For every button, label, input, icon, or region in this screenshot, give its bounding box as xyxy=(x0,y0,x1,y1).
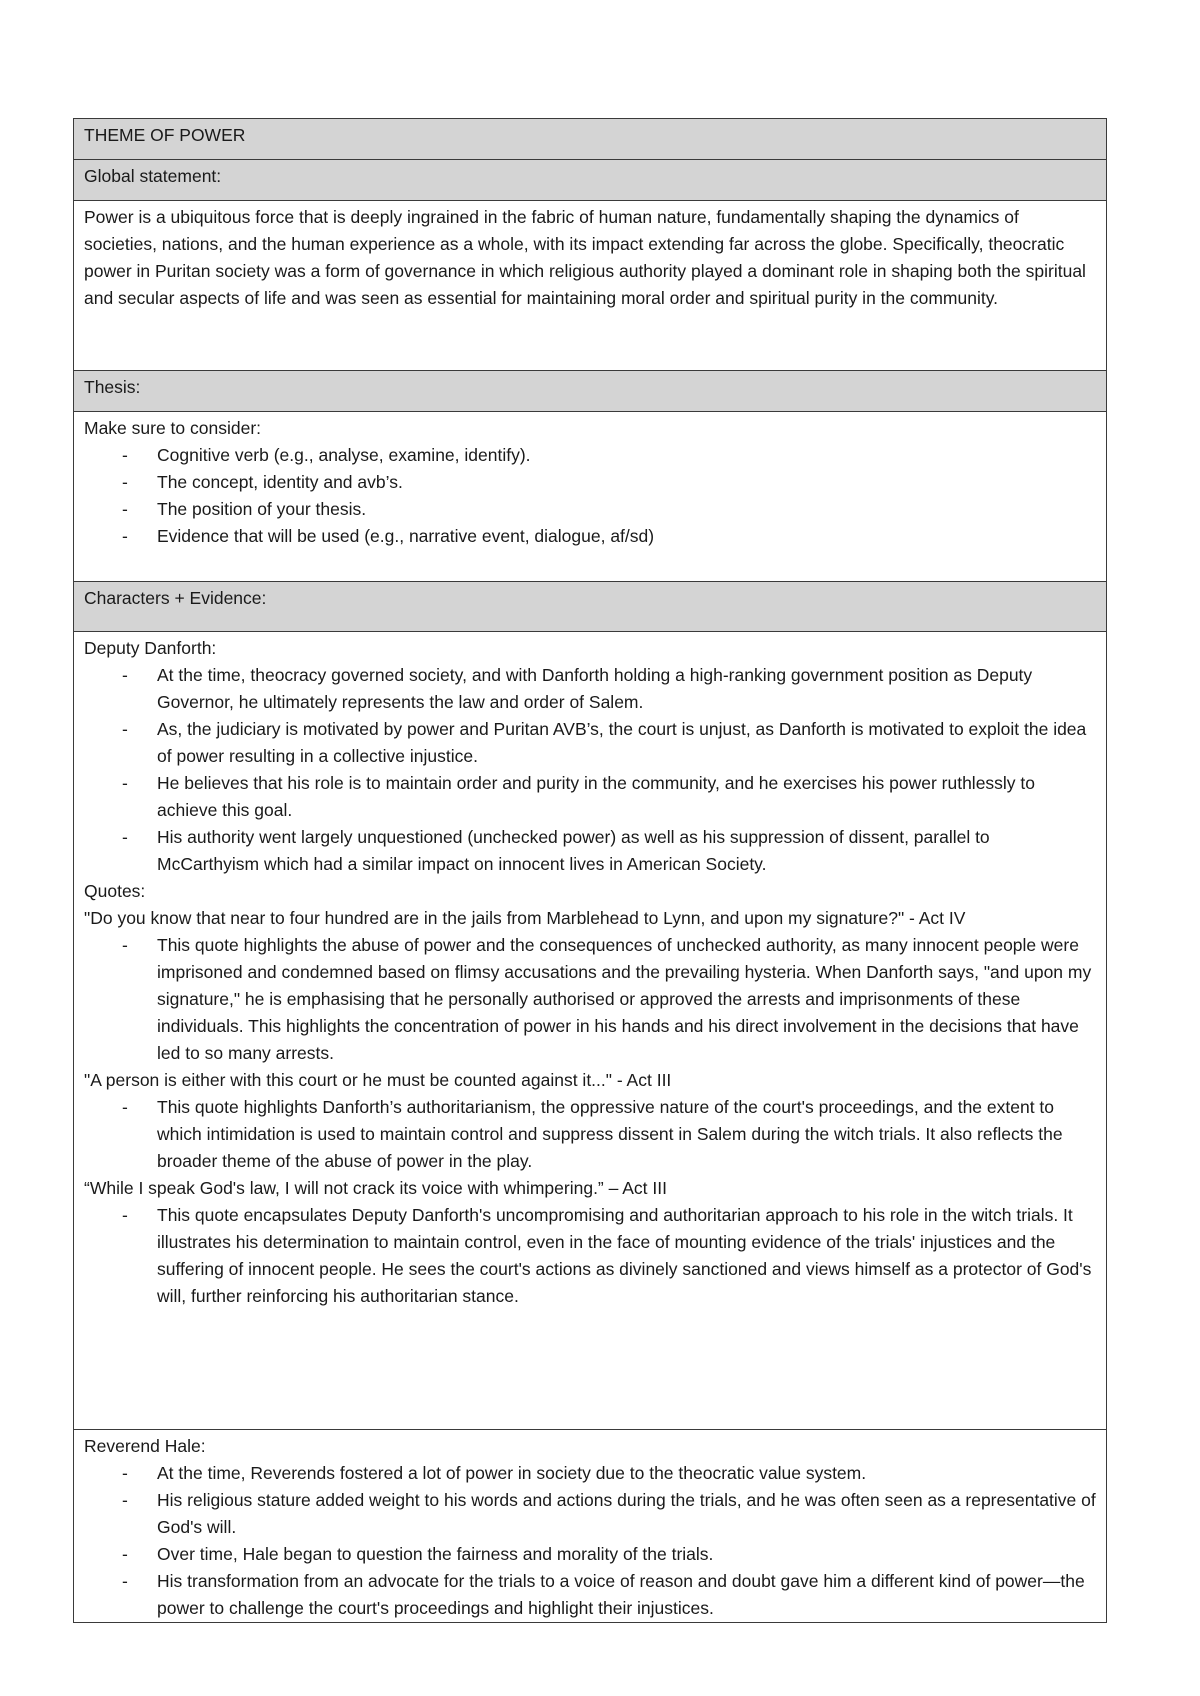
quote-text: "A person is either with this court or he must be counted against it..." - Act III xyxy=(84,1070,672,1090)
thesis-checklist xyxy=(84,442,1096,550)
danforth-name: Deputy Danforth: xyxy=(84,638,217,658)
hale-name: Reverend Hale: xyxy=(84,1436,206,1456)
thesis-intro: Make sure to consider: xyxy=(84,418,262,438)
list-item: - His authority went largely unquestioned (unchecked power) as well as his suppression of dissent, parallel to McCarthyism which had a similar impact on innocent lives in American Society. xyxy=(84,824,1096,878)
quote-analysis-list xyxy=(84,932,1096,1067)
quotes-label: Quotes: xyxy=(84,881,146,901)
list-item: - As, the judiciary is motivated by power and Puritan AVB’s, the court is unjust, as Danforth is motivated to exploit the idea of power resulting in a collective injustice. xyxy=(84,716,1096,770)
hale-cell xyxy=(74,1430,1107,1623)
characters-evidence-label: Characters + Evidence: xyxy=(74,582,1107,632)
danforth-points xyxy=(84,662,1096,878)
global-statement-label: Global statement: xyxy=(74,160,1107,201)
hale-points xyxy=(84,1460,1096,1622)
quote-analysis: - This quote highlights the abuse of power and the consequences of unchecked authority, as many innocent people were imprisoned and condemned based on flimsy accusations and the prevailing hysteria. When Danforth says, "and upon my signature," he is emphasising that he personally authorised or approved the arrests and imprisonments of these individuals. This highlights the concentration of power in his hands and his direct involvement in the decisions that have led to so many arrests. xyxy=(84,932,1096,1067)
list-item: - Evidence that will be used (e.g., narrative event, dialogue, af/sd) xyxy=(84,523,1096,550)
list-item: - At the time, Reverends fostered a lot of power in society due to the theocratic value system. xyxy=(84,1460,1096,1487)
quote-text: "Do you know that near to four hundred are in the jails from Marblehead to Lynn, and upon my signature?" - Act IV xyxy=(84,908,966,928)
danforth-cell xyxy=(74,632,1107,1430)
list-item: - His religious stature added weight to his words and actions during the trials, and he was often seen as a representative of God's will. xyxy=(84,1487,1096,1541)
thesis-label: Thesis: xyxy=(74,371,1107,412)
table-title: THEME OF POWER xyxy=(74,119,1107,160)
quote-analysis: - This quote highlights Danforth’s authoritarianism, the oppressive nature of the court's proceedings, and the extent to which intimidation is used to maintain control and suppress dissent in Salem during the witch trials. It also reflects the broader theme of the abuse of power in the play. xyxy=(84,1094,1096,1175)
list-item: - He believes that his role is to maintain order and purity in the community, and he exercises his power ruthlessly to achieve this goal. xyxy=(84,770,1096,824)
list-item: - Over time, Hale began to question the fairness and morality of the trials. xyxy=(84,1541,1096,1568)
thesis-cell xyxy=(74,412,1107,582)
global-statement-text: Power is a ubiquitous force that is deeply ingrained in the fabric of human nature, fundamentally shaping the dynamics of societies, nations, and the human experience as a whole, with its impact extending far across the globe. Specifically, theocratic power in Puritan society was a form of governance in which religious authority played a dominant role in shaping both the spiritual and secular aspects of life and was seen as essential for maintaining moral order and spiritual purity in the community. xyxy=(84,207,1086,308)
quote-text: “While I speak God's law, I will not crack its voice with whimpering.” – Act III xyxy=(84,1178,667,1198)
power-theme-table xyxy=(73,118,1107,1623)
list-item: - At the time, theocracy governed society, and with Danforth holding a high-ranking government position as Deputy Governor, he ultimately represents the law and order of Salem. xyxy=(84,662,1096,716)
list-item: - The concept, identity and avb’s. xyxy=(84,469,1096,496)
list-item: - The position of your thesis. xyxy=(84,496,1096,523)
global-statement-cell xyxy=(74,201,1107,371)
quote-analysis: - This quote encapsulates Deputy Danforth's uncompromising and authoritarian approach to his role in the witch trials. It illustrates his determination to maintain control, even in the face of mounting evidence of the trials' injustices and the suffering of innocent people. He sees the court's actions as divinely sanctioned and views himself as a protector of God's will, further reinforcing his authoritarian stance. xyxy=(84,1202,1096,1310)
quote-analysis-list xyxy=(84,1202,1096,1310)
list-item: - His transformation from an advocate for the trials to a voice of reason and doubt gave him a different kind of power—the power to challenge the court's proceedings and highlight their injustices. xyxy=(84,1568,1096,1622)
quote-analysis-list xyxy=(84,1094,1096,1175)
list-item: - Cognitive verb (e.g., analyse, examine, identify). xyxy=(84,442,1096,469)
